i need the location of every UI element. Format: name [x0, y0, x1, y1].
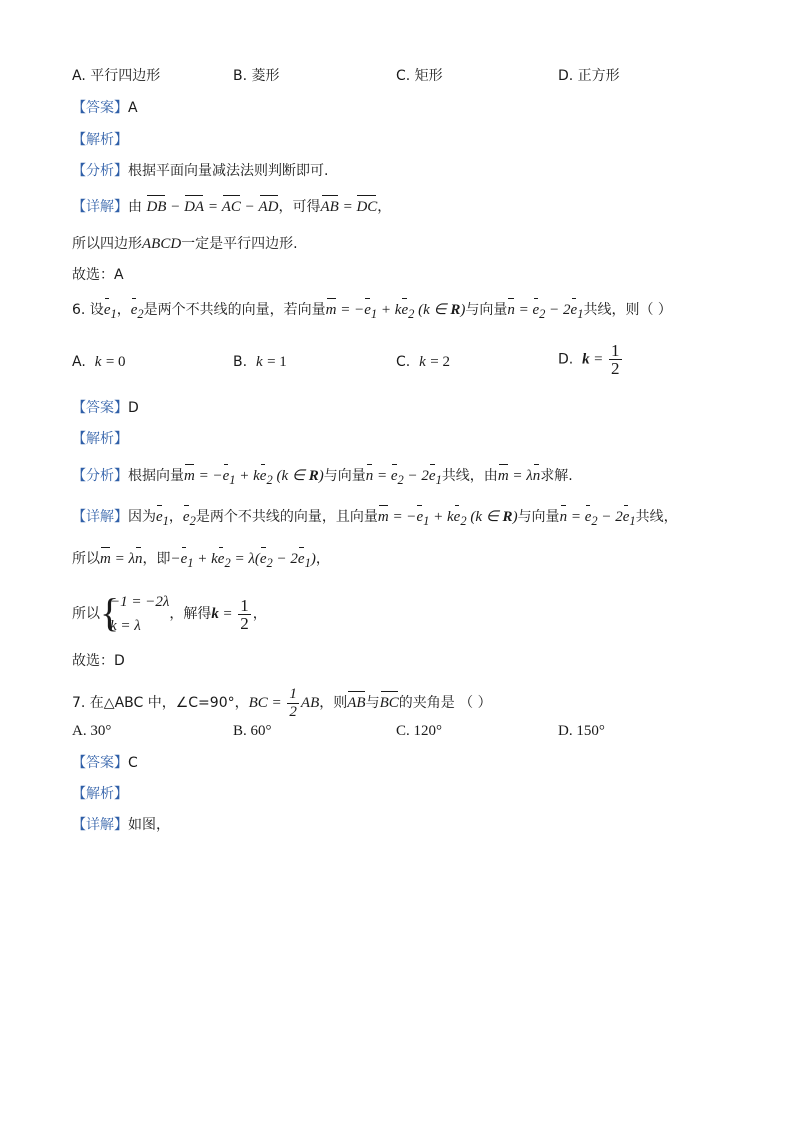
stem-text: 与 [365, 694, 380, 711]
q6-stem: 6. 设$e_1$，$e_2$是两个不共线的向量，若向量$m = -e_1 + ke_2$ (k ∈ R)与向量$n = e_2 - 2e_1$共线，则（ ） [72, 302, 672, 321]
so-text: 所以 [72, 606, 100, 622]
option-letter: C. [396, 354, 411, 370]
math-bc-half-ab: BC = $\frac{1}{2}$ AB [248, 686, 320, 720]
fenxi-text: 根据向量 [128, 468, 184, 484]
q5-analysis-tag: 【解析】 [72, 132, 128, 148]
option-letter: A. [72, 354, 86, 370]
q6-option-c: C. k = 2 [396, 354, 450, 370]
detail-text: 如图， [128, 817, 170, 833]
q5-option-c: C. 矩形 [396, 68, 443, 84]
detail-text: 由 [128, 199, 142, 215]
vector-ab: AB [347, 694, 366, 711]
math-m-lambda-n: m = λn [100, 551, 143, 567]
so-text: ，解得 [169, 606, 212, 622]
detail-tag: 【详解】 [72, 817, 128, 833]
fenxi-text: 与向量 [323, 468, 366, 484]
math-m-lambda-n: m = λn [497, 468, 541, 484]
detail-text: 是两个不共线的向量，且向量 [195, 509, 378, 525]
detail-text: 与向量 [517, 509, 560, 525]
answer-value: D [128, 400, 139, 416]
detail-tag: 【详解】 [72, 509, 128, 525]
q5-choose: 故选：A [72, 267, 124, 283]
fenxi-text: 根据平面向量减法法则判断即可. [128, 163, 329, 179]
answer-value: A [128, 100, 138, 116]
q6-detail-line: 【详解】因为$e_1$，$e_2$是两个不共线的向量，且向量$m = -e_1 + ke_2$ (k ∈ R)与向量$n = e_2 - 2e_1$共线， [72, 509, 678, 528]
equation-system: { −1 = −2λ k = λ [100, 590, 170, 635]
q7-stem [72, 686, 492, 721]
detail-text: ，可得 [278, 199, 321, 215]
q5-option-b: B. 菱形 [233, 68, 280, 84]
q5-answer-line [72, 98, 138, 118]
stem-text: 与向量 [465, 302, 508, 318]
math-expansion: $-e_1 + ke_2 = \lambda(e_2 - 2e_1)$ [170, 551, 316, 570]
math-m-def: $m = -e_1 + ke_2$ (k ∈ R) [184, 468, 324, 487]
stem-text: 6. 设 [72, 302, 104, 318]
conclusion-text: 所以四边形 [72, 236, 142, 252]
q6-so-line-1 [72, 549, 330, 573]
q6-so-line-2: 所以 { −1 = −2λ k = λ ，解得k = $\frac{1}{2}$ ， [72, 588, 267, 640]
q7-detail-line [72, 815, 170, 835]
vector-equation-1: DB − DA = AC − AD [146, 199, 279, 215]
answer-tag: 【答案】 [72, 400, 128, 416]
answer-tag: 【答案】 [72, 100, 128, 116]
quadrilateral-name: ABCD [142, 236, 182, 252]
stem-text: 是两个不共线的向量，若向量 [143, 302, 326, 318]
math-m-def: $m = -e_1 + ke_2$ (k ∈ R) [325, 302, 466, 321]
q7-option-b: B. 60° [233, 723, 272, 739]
stem-text: ，则 [319, 694, 348, 711]
q6-option-d: D. k = $\frac{1}{2}$ [558, 341, 620, 378]
stem-text: 7. 在△ABC 中，∠C=90°， [72, 694, 249, 711]
stem-text: 的夹角是 （ ） [398, 694, 492, 711]
math-e1: $e_1$ [103, 302, 117, 321]
q6-analysis-tag: 【解析】 [72, 431, 128, 447]
q7-analysis-tag: 【解析】 [72, 786, 128, 802]
vector-equation-2: AB = DC [320, 199, 378, 215]
detail-text: 因为 [128, 509, 156, 525]
math-e2: $e_2$ [130, 302, 144, 321]
so-text: 所以 [72, 551, 100, 567]
q6-option-a: A. k = 0 [72, 354, 126, 370]
option-letter: B. [233, 354, 248, 370]
math-n-def: $n = e_2 - 2e_1$ [507, 302, 584, 321]
option-letter: D. [558, 351, 574, 368]
fenxi-text: 共线，由 [441, 468, 498, 484]
math-m-def: $m = -e_1 + ke_2$ (k ∈ R) [377, 509, 518, 528]
stem-text: 共线，则（ ） [583, 302, 672, 318]
detail-text: 共线， [635, 509, 678, 525]
q7-option-c: C. 120° [396, 723, 443, 739]
q6-choose: 故选：D [72, 653, 125, 669]
q6-answer-line [72, 398, 139, 418]
conclusion-text: 一定是平行四边形. [181, 236, 298, 252]
fraction-one-half: $\frac{1}{2}$ [240, 595, 249, 633]
q5-detail-line [72, 197, 391, 217]
detail-tag: 【详解】 [72, 199, 128, 215]
math-n-def: $n = e_2 - 2e_1$ [365, 468, 442, 487]
math-e2: $e_2$ [182, 509, 196, 528]
vector-bc: BC [379, 694, 399, 711]
answer-value: C [128, 755, 138, 771]
q5-fenxi-line [72, 161, 328, 181]
q7-answer-line [72, 753, 138, 773]
q6-fenxi-line [72, 466, 573, 490]
q5-conclusion [72, 234, 298, 254]
fenxi-tag: 【分析】 [72, 163, 128, 179]
math-k: k [211, 606, 219, 622]
q7-option-d: D. 150° [558, 723, 605, 739]
so-text: ， [315, 551, 330, 567]
answer-tag: 【答案】 [72, 755, 128, 771]
q7-option-a: A. 30° [72, 723, 112, 739]
q6-option-b: B. k = 1 [233, 354, 287, 370]
math-n-def: $n = e_2 - 2e_1$ [559, 509, 636, 528]
so-text: ，即 [142, 551, 171, 567]
fenxi-text: 求解. [540, 468, 573, 484]
detail-text: ， [377, 199, 392, 215]
q5-option-d: D. 正方形 [558, 68, 620, 84]
math-e1: $e_1$ [156, 509, 169, 528]
fenxi-tag: 【分析】 [72, 468, 128, 484]
q5-option-a: A. 平行四边形 [72, 68, 161, 84]
so-text: ， [252, 606, 267, 622]
